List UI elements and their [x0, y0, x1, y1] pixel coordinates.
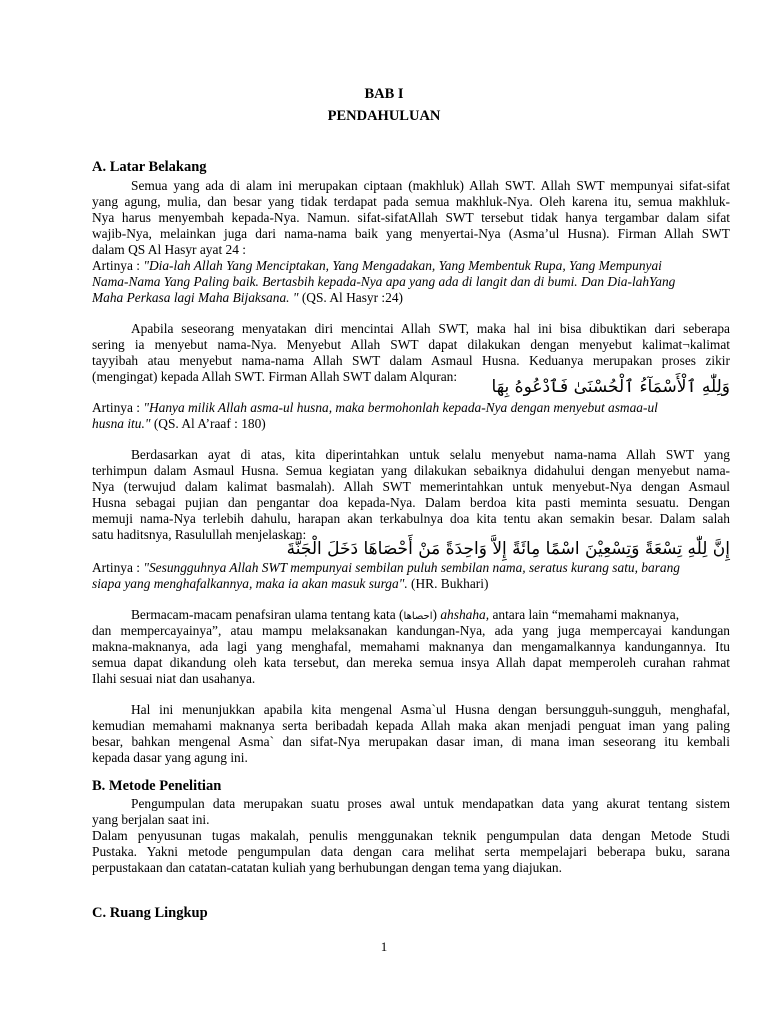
- text-segment: Bermacam-macam penafsiran ulama tentang kata (: [131, 607, 404, 622]
- arabic-word: احصاها: [403, 611, 433, 622]
- verse-reference: (QS. Al A’raaf : 180): [153, 416, 266, 431]
- section-c-heading: C. Ruang Lingkup: [92, 905, 208, 921]
- translation-line: [92, 576, 730, 592]
- chapter-label: BAB I: [364, 86, 404, 102]
- paragraph-line: Dalam penyusunan tugas makalah, penulis menggunakan teknik pengumpulan data dengan Metode Studi: [92, 828, 730, 843]
- hadith-reference: (HR. Bukhari): [411, 576, 489, 591]
- arabic-verse: وَلِلّٰهِ ٱلْأَسْمَآءُ ٱلْحُسْنَىٰ فَٱدْعُوهُ بِهَا: [491, 377, 730, 397]
- paragraph-line: yang agung, mulia, dan besar yang tidak terdapat pada semua makhluk-Nya. Oleh karena itu, semua makhluk-: [92, 194, 730, 209]
- paragraph-line: kemudian memahami maknanya serta beribadah kepada Allah maka akan menjadi penguat iman yang paling: [92, 718, 730, 733]
- arabic-hadith: إِنَّ لِلّٰهِ تِسْعَةً وَتِسْعِيْنَ اسْمًا مِائَةً إِلاَّ وَاحِدَةً مَنْ أَحْصَاهَا دَخَلَ الْجَنَّةَ: [286, 539, 730, 559]
- paragraph-line: Semua yang ada di alam ini merupakan ciptaan (makhluk) Allah SWT. Allah SWT mempunyai sifat-sifat: [131, 178, 730, 193]
- chapter-title: PENDAHULUAN: [327, 108, 441, 124]
- paragraph-line: Pengumpulan data merupakan suatu proses awal untuk mendapatkan data yang akurat tentang sistem: [131, 796, 730, 811]
- paragraph-line: dalam QS Al Hasyr ayat 24 :: [92, 242, 246, 257]
- paragraph-line: Berdasarkan ayat di atas, kita diperintahkan untuk selalu menyebut nama-nama Allah SWT yang: [131, 447, 730, 462]
- translation-label: Artinya :: [92, 258, 140, 273]
- paragraph-line: (mengingat) kepada Allah SWT. Firman Allah SWT dalam Alquran:: [92, 369, 458, 384]
- translation-block: [92, 560, 730, 576]
- paragraph-line: semua dapat dikandung oleh kata tersebut, dan mereka semua insya Allah dapat memperoleh curahan rahmat: [92, 655, 730, 670]
- paragraph-line: Husna sebagai pujian dan pengantar doa kepada-Nya. Dalam berdoa kita pasti meminta sesuatu. Dengan: [92, 495, 730, 510]
- paragraph-line: kepada dasar yang agung ini.: [92, 750, 248, 765]
- paragraph-line: yang berjalan saat ini.: [92, 812, 210, 827]
- paragraph-line: Hal ini menunjukkan apabila kita mengenal Asma`ul Husna dengan bersungguh-sungguh, menghafal,: [131, 702, 730, 717]
- paragraph-line: Ilahi sesuai niat dan usahanya.: [92, 671, 256, 686]
- paragraph-line: tayyibah atau menyebut nama-nama Allah SWT dalam Asmaul Husna. Keduanya merupakan proses zikir: [92, 353, 730, 368]
- translation-label: Artinya :: [92, 560, 140, 575]
- paragraph-line: satu haditsnya, Rasulullah menjelaskan:: [92, 527, 307, 542]
- text-segment: antara lain “memahami maknanya,: [492, 607, 680, 622]
- translation-quote: Maha Perkasa lagi Maha Bijaksana. ": [92, 290, 299, 305]
- translation-quote: Nama-Nama Yang Paling baik. Bertasbih kepada-Nya apa yang ada di langit dan di bumi. Dan Dia-lahYang: [92, 274, 676, 289]
- paragraph-line: makna-maknanya, ada lagi yang menghafal, memahami maknanya dan mengamalkannya kandungannya. Itu: [92, 639, 730, 654]
- translation-block: [92, 258, 730, 274]
- translation-quote: "Sesungguhnya Allah SWT mempunyai sembilan puluh sembilan nama, seratus kurang satu, barang: [143, 560, 680, 575]
- paragraph-line: wajib-Nya, melainkan juga dari nama-nama baik yang menyertai-Nya (Asma’ul Husna). Firman Allah SWT: [92, 226, 730, 241]
- translation-quote: "Dia-lah Allah Yang Menciptakan, Yang Mengadakan, Yang Membentuk Rupa, Yang Mempunyai: [143, 258, 662, 273]
- paragraph-line: besar, bahkan mengenal Asma` dan sifat-Nya merupakan dasar iman, di mana iman seseorang itu kembali: [92, 734, 730, 749]
- paragraph-line: memuji nama-Nya terlebih dahulu, harapan akan terkabulnya doa kita tentu akan semakin besar. Dalam salah: [92, 511, 730, 526]
- paragraph-line: Pustaka. Yakni metode pengumpulan data dengan cara melihat serta mempelajari beberapa buku, sarana: [92, 844, 730, 859]
- section-b-heading: B. Metode Penelitian: [92, 778, 222, 794]
- translation-quote: "Hanya milik Allah asma-ul husna, maka bermohonlah kepada-Nya dengan menyebut asmaa-ul: [143, 400, 658, 415]
- paragraph-line: terhimpun dalam Asmaul Husna. Semua kegiatan yang dilakukan sebaiknya didahului dengan menyebut nama-: [92, 463, 730, 478]
- translation-quote: siapa yang menghafalkannya, maka ia akan masuk surga".: [92, 576, 408, 591]
- paragraph-line: Nya harus menyembah kepada-Nya. Namun. sifat-sifatAllah SWT tersebut tidak hanya tergambar dalam sifat: [92, 210, 730, 225]
- section-a-heading: A. Latar Belakang: [92, 159, 207, 175]
- page-number: 1: [380, 939, 388, 954]
- paragraph-line: dan mempercayainya”, atau mampu melaksanakan kandungan-Nya, ada yang juga mempercayai kandungan: [92, 623, 730, 638]
- translation-line: [92, 290, 730, 306]
- paragraph-line: perpustakaan dan catatan-catatan kuliah yang berhubungan dengan tema yang diajukan.: [92, 860, 562, 875]
- text-segment: ): [432, 607, 437, 622]
- translation-label: Artinya :: [92, 400, 140, 415]
- paragraph-line: Nya (terwujud dalam kalimat basmalah). Allah SWT memerintahkan untuk menyebut-Nya dengan Asmaul: [92, 479, 730, 494]
- verse-reference: (QS. Al Hasyr :24): [301, 290, 403, 305]
- transliteration: ahshaha,: [440, 607, 490, 622]
- translation-quote: husna itu.": [92, 416, 151, 431]
- translation-block: [92, 400, 730, 416]
- paragraph-line: sering ia menyebut nama-Nya. Menyebut Allah SWT dapat dilakukan dengan menyebut kalimat¬kalimat: [92, 337, 730, 352]
- paragraph-line: Apabila seseorang menyatakan diri mencintai Allah SWT, maka hal ini bisa dibuktikan dari seberapa: [131, 321, 730, 336]
- translation-line: [92, 416, 730, 432]
